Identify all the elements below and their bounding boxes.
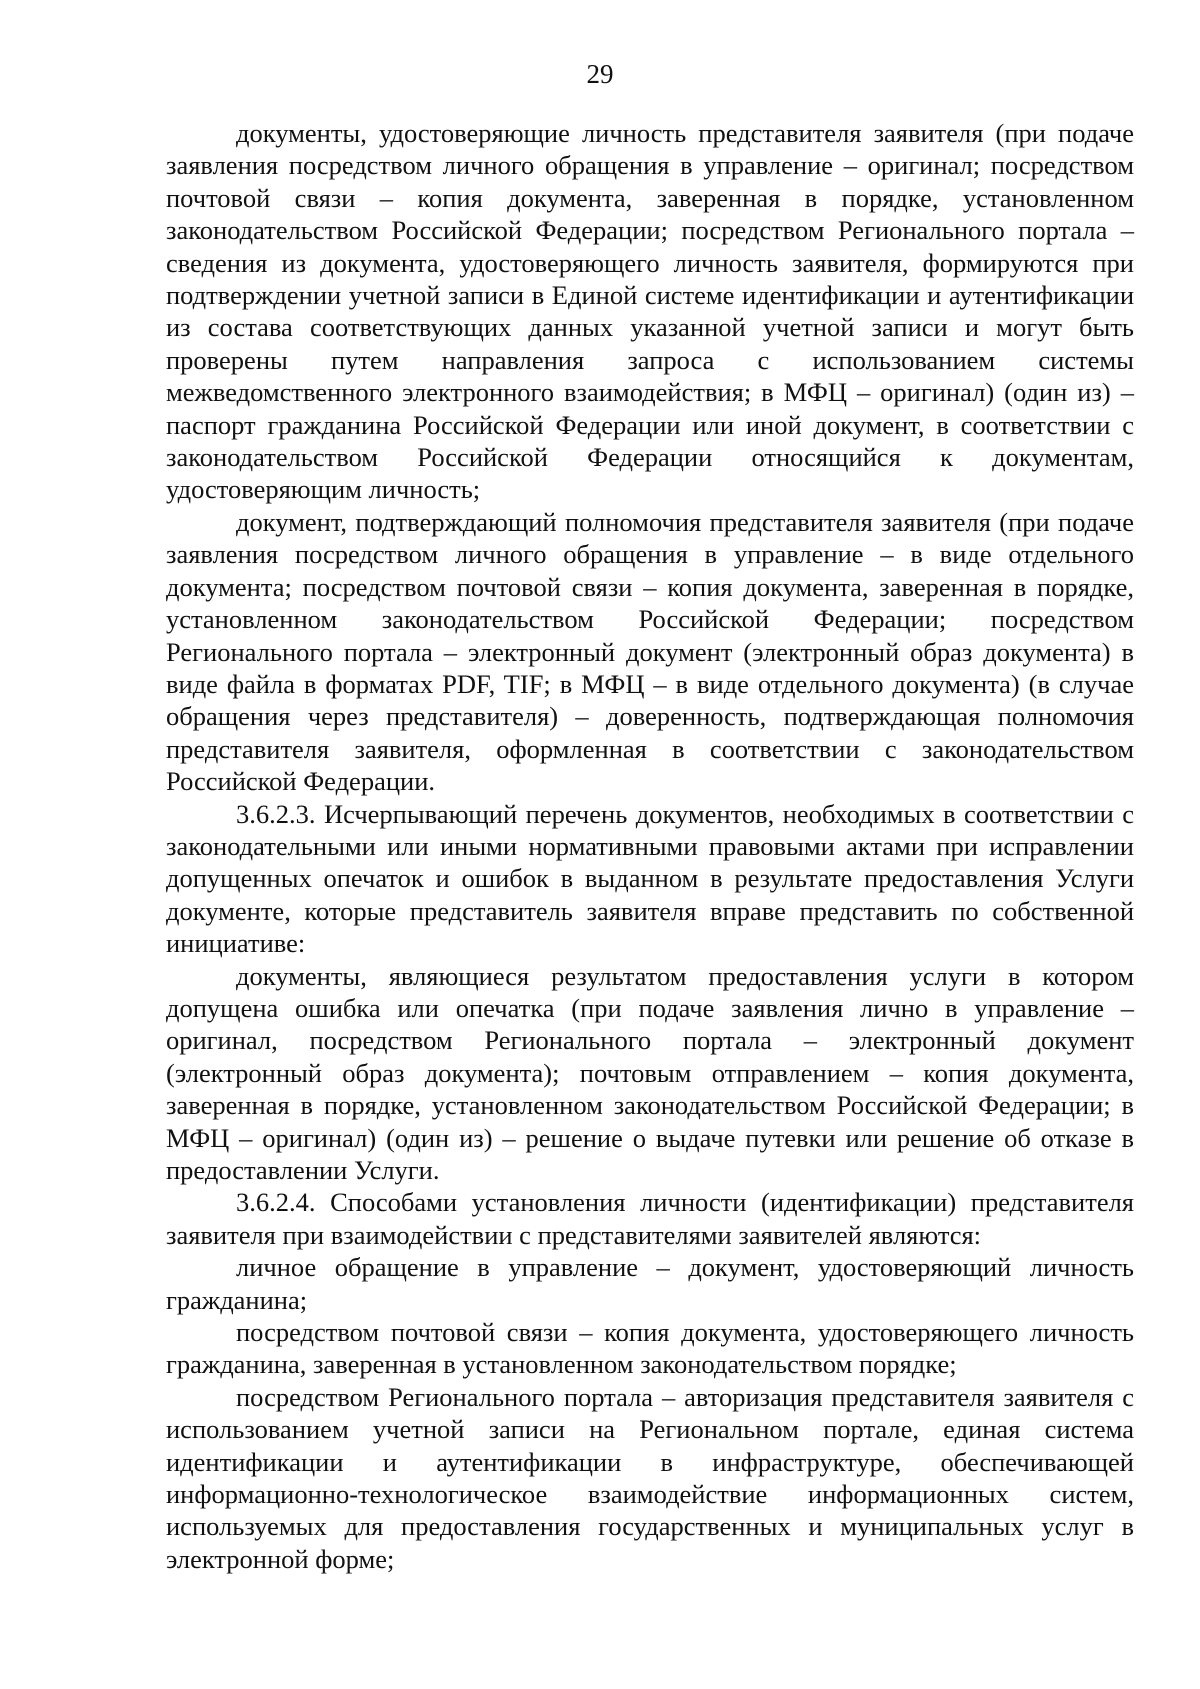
paragraph-personal-appeal: личное обращение в управление – документ, удостоверяющий личность гражданина;	[166, 1252, 1134, 1315]
document-body	[166, 117, 1134, 1575]
paragraph-representative-authority-document: документ, подтверждающий полномочия представителя заявителя (при подаче заявления посредством личного обращения в управление – в виде отдельного документа; посредством почтовой связи – копия документа, заверенная в порядке, установленном законодательством Российской Федерации; посредством Регионального портала – электронный документ (электронный образ документа) в виде файла в форматах PDF, TIF; в МФЦ – в виде отдельного документа) (в случае обращения через представителя) – доверенность, подтверждающая полномочия представителя заявителя, оформленная в соответствии с законодательством Российской Федерации.	[166, 506, 1134, 797]
page-number: 29	[586, 59, 614, 89]
paragraph-section-3-6-2-4: 3.6.2.4. Способами установления личности (идентификации) представителя заявителя при взаимодействии с представителями заявителей являются:	[166, 1187, 1134, 1250]
paragraph-representative-identity-documents: документы, удостоверяющие личность представителя заявителя (при подаче заявления посредством личного обращения в управление – оригинал; посредством почтовой связи – копия документа, заверенная в порядке, установленном законодательством Российской Федерации; посредством Регионального портала – сведения из документа, удостоверяющего личность заявителя, формируются при подтверждении учетной записи в Единой системе идентификации и аутентификации из состава соответствующих данных указанной учетной записи и могут быть проверены путем направления запроса с использованием системы межведомственного электронного взаимодействия; в МФЦ – оригинал) (один из) – паспорт гражданина Российской Федерации или иной документ, в соответствии с законодательством Российской Федерации относящийся к документам, удостоверяющим личность;	[166, 118, 1134, 505]
paragraph-service-result-documents: документы, являющиеся результатом предоставления услуги в котором допущена ошибка или опечатка (при подаче заявления лично в управление – оригинал, посредством Регионального портала – электронный документ (электронный образ документа); почтовым отправлением – копия документа, заверенная в порядке, установленном законодательством Российской Федерации; в МФЦ – оригинал) (один из) – решение о выдаче путевки или решение об отказе в предоставлении Услуги.	[166, 960, 1134, 1185]
paragraph-postal-communication: посредством почтовой связи – копия документа, удостоверяющего личность гражданина, заверенная в установленном законодательством порядке;	[166, 1317, 1134, 1380]
paragraph-section-3-6-2-3: 3.6.2.3. Исчерпывающий перечень документов, необходимых в соответствии с законодательными или иными нормативными правовыми актами при исправлении допущенных опечаток и ошибок в выданном в результате предоставления Услуги документе, которые представитель заявителя вправе представить по собственной инициативе:	[166, 798, 1134, 959]
paragraph-regional-portal: посредством Регионального портала – авторизация представителя заявителя с использованием учетной записи на Региональном портале, единая система идентификации и аутентификации в инфраструктуре, обеспечивающей информационно-технологическое взаимодействие информационных систем, используемых для предоставления государственных и муниципальных услуг в электронной форме;	[166, 1381, 1134, 1574]
